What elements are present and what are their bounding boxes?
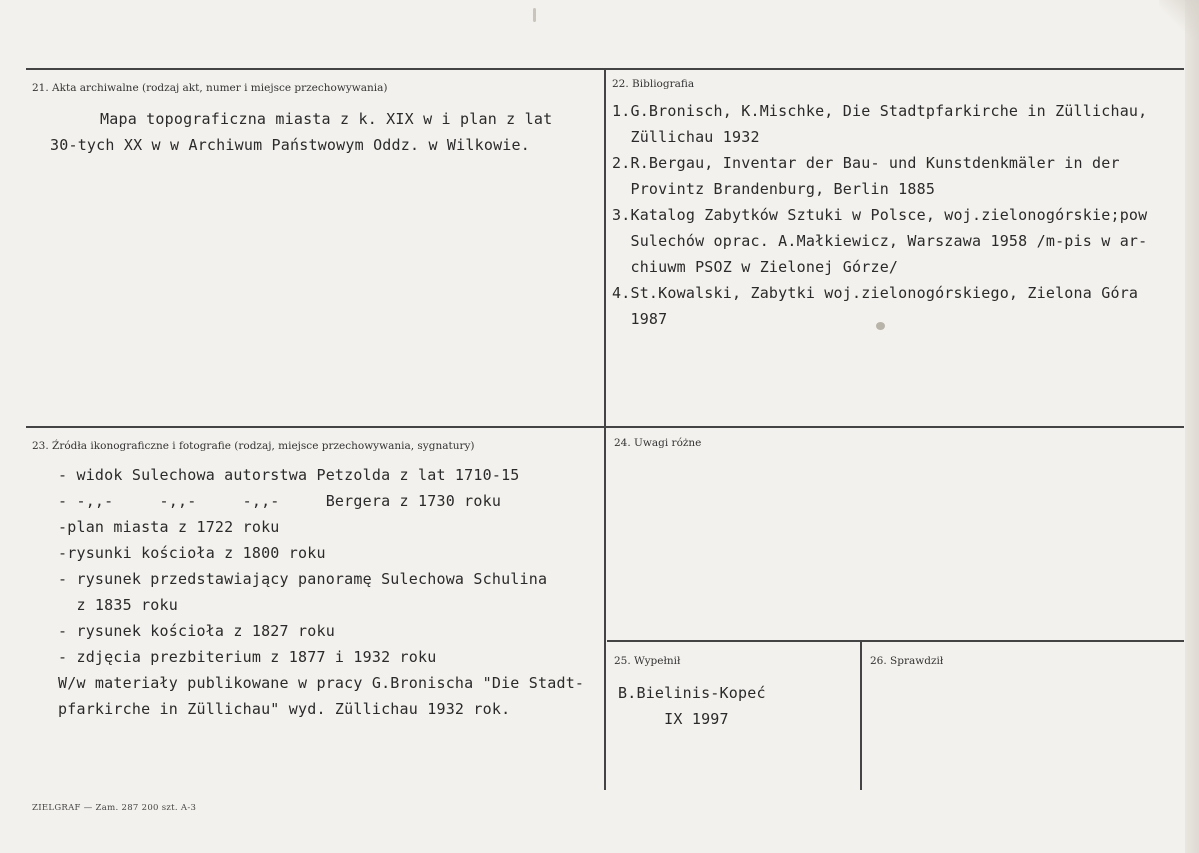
section-21-label: 21. Akta archiwalne (rodzaj akt, numer i miejsce przechowywania) <box>32 82 388 94</box>
iconography-line: -rysunki kościoła z 1800 roku <box>58 544 326 562</box>
iconography-line: - -,,- -,,- -,,- Bergera z 1730 roku <box>58 492 502 510</box>
filled-by-date: IX 1997 <box>618 710 729 728</box>
iconography-line: -plan miasta z 1722 roku <box>58 518 280 536</box>
section-26-label: 26. Sprawdził <box>870 655 944 667</box>
bibliography-line: 1987 <box>612 310 668 328</box>
bibliography-line: Sulechów oprac. A.Małkiewicz, Warszawa 1958 /m-pis w ar- <box>612 232 1148 250</box>
filled-by-name: B.Bielinis-Kopeć <box>618 684 766 702</box>
iconography-line: - rysunek kościoła z 1827 roku <box>58 622 335 640</box>
center-divider <box>604 68 606 790</box>
iconography-line: W/w materiały publikowane w pracy G.Bronischa "Die Stadt- <box>58 674 585 692</box>
signature-rule <box>607 640 1184 642</box>
bibliography-line: Züllichau 1932 <box>612 128 760 146</box>
iconography-line: - rysunek przedstawiający panoramę Sulechowa Schulina <box>58 570 548 588</box>
bibliography-line: Provintz Brandenburg, Berlin 1885 <box>612 180 936 198</box>
iconography-line: pfarkirche in Züllichau" wyd. Züllichau 1932 rok. <box>58 700 511 718</box>
section-21-line-1: Mapa topograficzna miasta z k. XIX w i plan z lat <box>100 110 553 128</box>
paper-speck <box>876 322 885 330</box>
iconography-line: - widok Sulechowa autorstwa Petzolda z lat 1710-15 <box>58 466 520 484</box>
iconography-line: z 1835 roku <box>58 596 178 614</box>
bibliography-line: 4.St.Kowalski, Zabytki woj.zielonogórskiego, Zielona Góra <box>612 284 1139 302</box>
section-24-label: 24. Uwagi różne <box>614 437 702 449</box>
section-21-line-2: 30-tych XX w w Archiwum Państwowym Oddz. w Wilkowie. <box>50 136 530 154</box>
signature-divider <box>860 640 862 790</box>
bibliography-line: 2.R.Bergau, Inventar der Bau- und Kunstdenkmäler in der <box>612 154 1120 172</box>
printer-imprint: ZIELGRAF — Zam. 287 200 szt. A-3 <box>32 803 197 813</box>
iconography-line: - zdjęcia prezbiterium z 1877 i 1932 roku <box>58 648 437 666</box>
section-22-label: 22. Bibliografia <box>612 78 695 90</box>
bibliography-line: chiuwm PSOZ w Zielonej Górze/ <box>612 258 899 276</box>
section-23-label: 23. Źródła ikonograficzne i fotografie (rodzaj, miejsce przechowywania, sygnatury) <box>32 440 475 452</box>
paper-speck <box>533 8 536 22</box>
bibliography-line: 3.Katalog Zabytków Sztuki w Polsce, woj.zielonogórskie;pow <box>612 206 1148 224</box>
paper-corner-shadow <box>1159 0 1199 40</box>
bibliography-line: 1.G.Bronisch, K.Mischke, Die Stadtpfarkirche in Züllichau, <box>612 102 1148 120</box>
section-25-label: 25. Wypełnił <box>614 655 681 667</box>
paper-edge <box>1185 0 1199 853</box>
